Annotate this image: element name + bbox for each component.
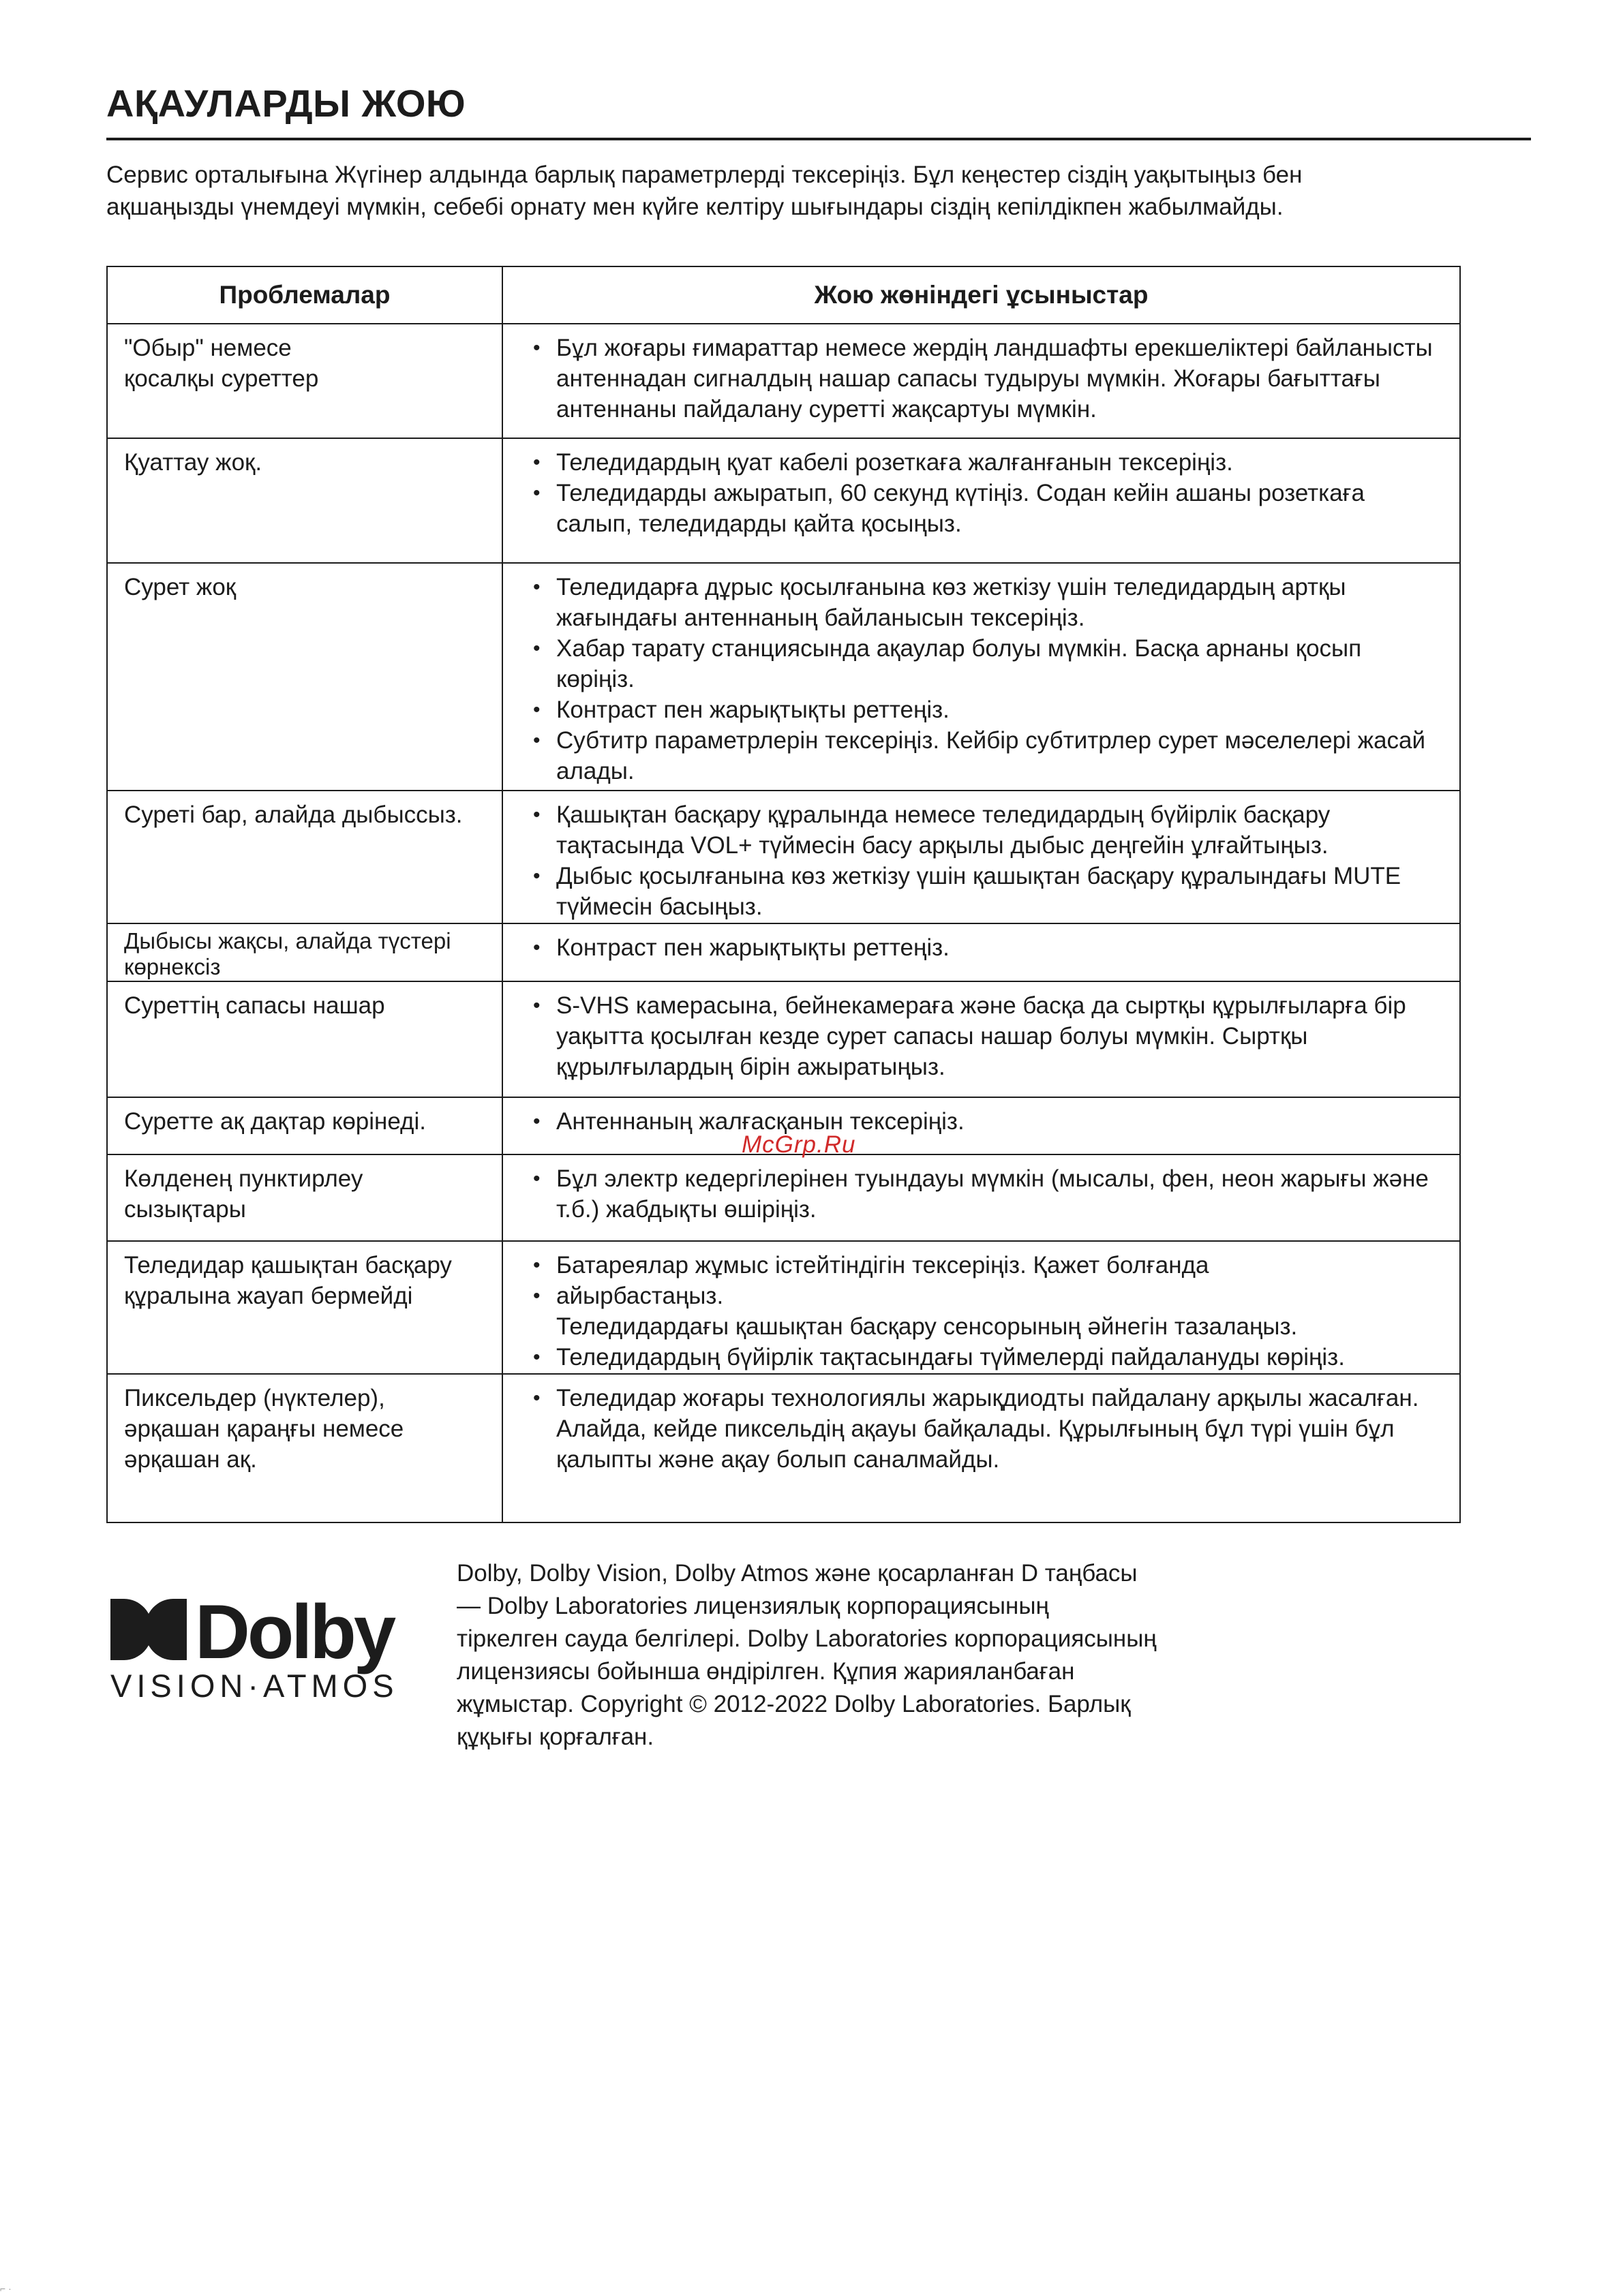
- problem-cell: Сурет жоқ: [107, 563, 502, 791]
- solution-item: • Хабар тарату станциясында ақаулар болуы мүмкін. Басқа арнаны қосып көріңіз.: [533, 633, 1446, 694]
- intro-paragraph: Сервис орталығына Жүгінер алдында барлық параметрлерді тексеріңіз. Бұл кеңестер сіздің уақытыңыз бен ақшаңызды үнемдеуі мүмкін, себебі орнату мен күйге келтіру шығындары сіздің кепілдікпен жабылмайды.: [106, 162, 1303, 220]
- solution-item: • Бұл жоғары ғимараттар немесе жердің ландшафты ерекшеліктері байланысты антеннадан сигналдың нашар сапасы тудыруы мүмкін. Жоғары бағыттағы антеннаны пайдалану суретті жақсартуы мүмкін.: [533, 333, 1446, 425]
- problem-cell: Суретте ақ дақтар көрінеді.: [107, 1097, 502, 1154]
- table-row: [107, 1374, 1460, 1522]
- corner-mark: ⌐ ·: [0, 2283, 12, 2294]
- solution-item: • Теледидар жоғары технологиялы жарықдиодты пайдалану арқылы жасалған. Алайда, кейде пиксельдің ақауы байқалады. Құрылғының бұл түрі үшін бұл қалыпты және ақау болып саналмайды.: [533, 1383, 1446, 1475]
- solution-cell: [502, 923, 1460, 981]
- solution-cell: [502, 324, 1460, 438]
- table-row: [107, 438, 1460, 563]
- problem-cell: Пиксельдер (нүктелер), әрқашан қараңғы немесе әрқашан ақ.: [107, 1374, 502, 1522]
- solution-cell: [502, 1154, 1460, 1241]
- solution-item: • Теледидарды ажыратып, 60 секунд күтіңіз. Содан кейін ашаны розеткаға салып, теледидарды қайта қосыңыз.: [533, 478, 1446, 539]
- solution-item: Теледидардағы қашықтан басқару сенсорының әйнегін тазалаңыз.: [556, 1313, 1298, 1340]
- dolby-logo: [109, 1589, 399, 1704]
- solution-item: • Субтитр параметрлерін тексеріңіз. Кейбір субтитрлер сурет мәселелері жасай алады.: [533, 725, 1446, 786]
- solution-cell: [502, 438, 1460, 563]
- solution-item: • Антеннаның жалғасқанын тексеріңіз.: [533, 1106, 1446, 1137]
- dolby-trademark-notice: Dolby, Dolby Vision, Dolby Atmos және қосарланған D таңбасы — Dolby Laboratories лицензиялық корпорациясының тіркелген сауда белгілері. Dolby Laboratories корпорациясының лицензиясы бойынша өндірілген. Құпия жарияланбаған жұмыстар. Copyright © 2012-2022 Dolby Laboratories. Барлық құқығы қорғалған.: [457, 1560, 1157, 1750]
- header-solutions: Жою жөніндегі ұсыныстар: [502, 266, 1460, 324]
- solution-item: • айырбастаңыз.: [533, 1281, 1446, 1311]
- header-problems: Проблемалар: [107, 266, 502, 324]
- solution-item: • Теледидардың бүйірлік тақтасындағы түймелерді пайдалануды көріңіз.: [533, 1342, 1446, 1373]
- solution-item: • S-VHS камерасына, бейнекамераға және басқа да сыртқы құрылғыларға бір уақытта қосылған кезде сурет сапасы нашар болуы мүмкін. Сыртқы құрылғылардың бірін ажыратыңыз.: [533, 990, 1446, 1082]
- problem-cell: Суреттің сапасы нашар: [107, 981, 502, 1097]
- table-header-row: [107, 266, 1460, 324]
- table-row: [107, 1154, 1460, 1241]
- problem-cell: Дыбысы жақсы, алайда түстері көрнексіз: [107, 923, 502, 981]
- dolby-subtitle: VISION·ATMOS: [110, 1668, 399, 1704]
- problem-cell: Қуаттау жоқ.: [107, 438, 502, 563]
- table-row: [107, 324, 1460, 438]
- table-row: [107, 563, 1460, 791]
- table-row: [107, 923, 1460, 981]
- solution-cell: [502, 1374, 1460, 1522]
- solution-cell: [502, 1241, 1460, 1374]
- table-row: [107, 1241, 1460, 1374]
- problem-cell: Көлденең пунктирлеу сызықтары: [107, 1154, 502, 1241]
- solution-item: • Теледидардың қуат кабелі розеткаға жалғанғанын тексеріңіз.: [533, 447, 1446, 478]
- table-row: [107, 981, 1460, 1097]
- dolby-wordmark: Dolby: [195, 1589, 394, 1674]
- watermark: McGrp.Ru: [742, 1131, 856, 1158]
- solution-item: • Контраст пен жарықтықты реттеңіз.: [533, 932, 1446, 963]
- solution-cell: [502, 791, 1460, 923]
- solution-item: • Теледидарға дұрыс қосылғанына көз жеткізу үшін теледидардың артқы жағындағы антеннаның байланысын тексеріңіз.: [533, 572, 1446, 633]
- solution-cell: [502, 563, 1460, 791]
- solution-item: • Қашықтан басқару құралында немесе теледидардың бүйірлік басқару тақтасында VOL+ түймесін басу арқылы дыбыс деңгейін ұлғайтыңыз.: [533, 799, 1446, 861]
- table-row: [107, 791, 1460, 923]
- dolby-double-d-icon: [110, 1599, 187, 1660]
- solution-item: • Контраст пен жарықтықты реттеңіз.: [533, 694, 1446, 725]
- troubleshooting-table: [106, 266, 1461, 1523]
- solution-item: • Бұл электр кедергілерінен туындауы мүмкін (мысалы, фен, неон жарығы және т.б.) жабдықты өшіріңіз.: [533, 1163, 1446, 1225]
- solution-cell: [502, 1097, 1460, 1154]
- problem-cell: Теледидар қашықтан басқару құралына жауап бермейді: [107, 1241, 502, 1374]
- solution-cell: [502, 981, 1460, 1097]
- problem-cell: Суреті бар, алайда дыбыссыз.: [107, 791, 502, 923]
- problem-cell: "Обыр" немесе қосалқы суреттер: [107, 324, 502, 438]
- solution-item: • Батареялар жұмыс істейтіндігін тексеріңіз. Қажет болғанда: [533, 1250, 1446, 1281]
- page-title: АҚАУЛАРДЫ ЖОЮ: [106, 79, 1531, 140]
- solution-item: • Дыбыс қосылғанына көз жеткізу үшін қашықтан басқару құралындағы MUTE түймесін басыңыз.: [533, 861, 1446, 922]
